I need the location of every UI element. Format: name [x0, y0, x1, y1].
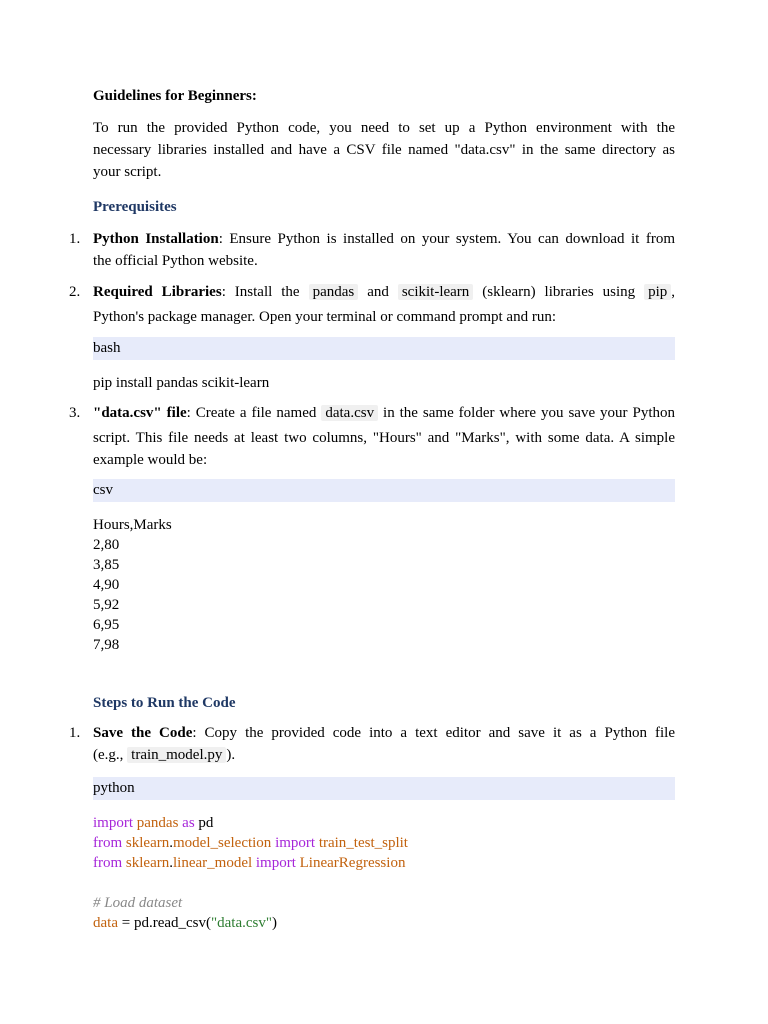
csv-line: 6,95 — [93, 617, 120, 633]
item-text: (e.g., — [93, 747, 124, 763]
item-title: Required Libraries — [93, 284, 222, 300]
module-name: pandas — [136, 815, 179, 831]
list-number: 3. — [69, 405, 81, 421]
inline-code-pip: pip — [644, 284, 671, 300]
code-text: = pd.read_csv( — [117, 915, 211, 931]
language-name: bash — [93, 340, 121, 356]
keyword: import — [93, 815, 133, 831]
guidelines-heading: Guidelines for Beginners: — [93, 88, 257, 104]
list-number: 1. — [69, 231, 81, 247]
code-language-label — [93, 479, 675, 502]
item-text: Python's package manager. Open your terminal or command prompt and run: — [93, 309, 557, 325]
code-line — [93, 833, 408, 853]
csv-line: 7,98 — [93, 637, 120, 653]
punctuation: . — [169, 855, 173, 871]
item-text: example would be: — [93, 452, 208, 468]
item-text: in the same folder where you save your Python — [383, 405, 676, 421]
csv-line: 5,92 — [93, 597, 120, 613]
code-comment: # Load dataset — [93, 895, 183, 911]
prerequisites-heading: Prerequisites — [93, 199, 177, 215]
item-text: , — [671, 284, 676, 300]
bash-command: pip install pandas scikit-learn — [93, 375, 270, 391]
item-text: ). — [226, 747, 236, 763]
code-line — [93, 913, 408, 933]
variable: data — [93, 915, 118, 931]
intro-line: necessary libraries installed and have a CSV file named "data.csv" in the same directory as — [93, 142, 675, 158]
steps-heading: Steps to Run the Code — [93, 695, 236, 711]
module-name: sklearn — [125, 835, 170, 851]
item-text: (sklearn) libraries using — [482, 284, 636, 300]
language-name: python — [93, 780, 135, 796]
identifier: LinearRegression — [299, 855, 406, 871]
inline-code-data-csv: data.csv — [321, 405, 378, 421]
list-item-python-installation — [93, 228, 675, 272]
keyword: from — [93, 835, 123, 851]
code-language-label — [93, 337, 675, 360]
item-title: Save the Code — [93, 725, 193, 741]
csv-line: Hours,Marks — [93, 517, 172, 533]
keyword: as — [182, 815, 195, 831]
code-line — [93, 853, 408, 873]
string-literal: "data.csv" — [211, 915, 272, 931]
csv-example — [93, 515, 172, 655]
code-language-label — [93, 777, 675, 800]
list-item-save-code — [93, 722, 675, 766]
list-item-data-csv — [93, 402, 675, 471]
module-name: linear_model — [173, 855, 253, 871]
intro-line: To run the provided Python code, you need to set up a Python environment with the — [93, 120, 675, 136]
csv-line: 4,90 — [93, 577, 120, 593]
intro-paragraph — [93, 117, 675, 183]
item-title: "data.csv" file — [93, 405, 187, 421]
item-text: the official Python website. — [93, 253, 258, 269]
item-text: : Copy the provided code into a text editor and save it as a Python file — [192, 725, 675, 741]
code-text: ) — [271, 915, 277, 931]
item-text: : Install the — [221, 284, 300, 300]
item-text: script. This file needs at least two columns, "Hours" and "Marks", with some data. A simple — [93, 430, 675, 446]
csv-line: 3,85 — [93, 557, 120, 573]
keyword: from — [93, 855, 123, 871]
module-name: model_selection — [173, 835, 272, 851]
item-text: : Create a file named — [186, 405, 317, 421]
item-text: : Ensure Python is installed on your system. You can download it from — [218, 231, 675, 247]
python-code-block — [93, 813, 408, 933]
inline-code-pandas: pandas — [309, 284, 359, 300]
list-number: 2. — [69, 284, 81, 300]
identifier: train_test_split — [318, 835, 408, 851]
punctuation: . — [169, 835, 173, 851]
module-name: sklearn — [125, 855, 170, 871]
csv-line: 2,80 — [93, 537, 120, 553]
code-blank-line — [93, 873, 408, 893]
item-title: Python Installation — [93, 231, 219, 247]
keyword: import — [275, 835, 316, 851]
code-line — [93, 813, 408, 833]
inline-code-train-model: train_model.py — [127, 747, 226, 763]
identifier: pd — [198, 815, 214, 831]
language-name: csv — [93, 482, 113, 498]
intro-line: your script. — [93, 164, 162, 180]
list-number: 1. — [69, 725, 81, 741]
inline-code-scikit-learn: scikit-learn — [398, 284, 473, 300]
item-text: and — [367, 284, 389, 300]
list-item-required-libraries — [93, 281, 675, 328]
keyword: import — [255, 855, 296, 871]
